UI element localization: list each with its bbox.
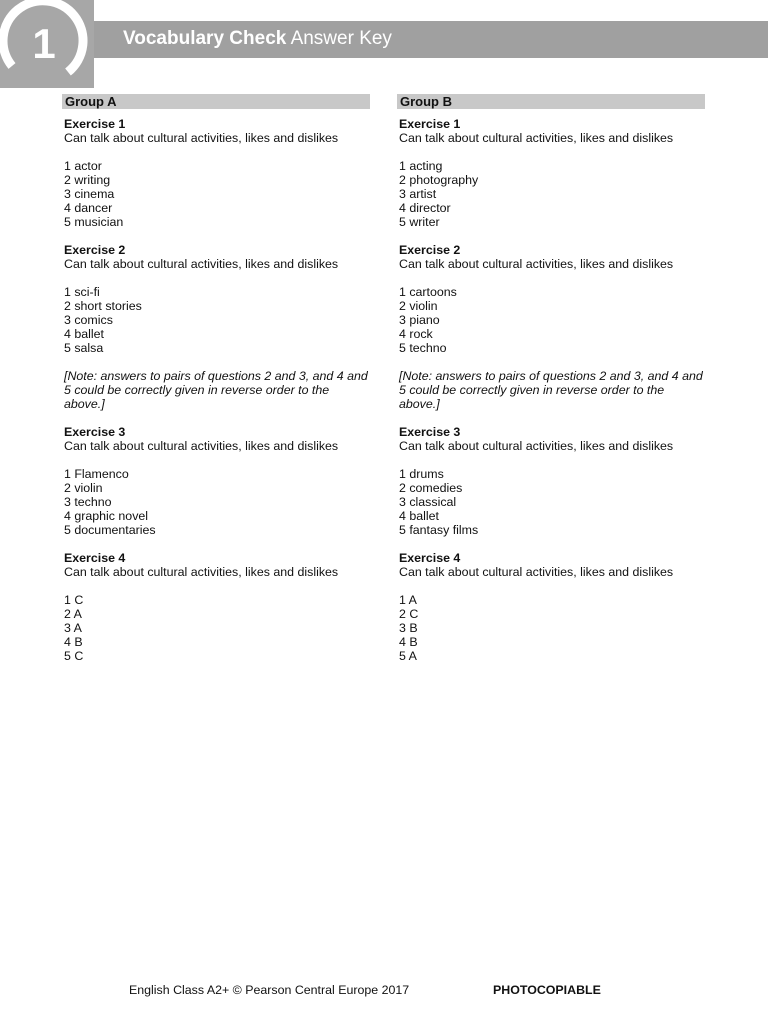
exercise-title: Exercise 1 <box>399 117 461 131</box>
answer-item: 3 classical <box>399 495 457 509</box>
answer-item: 3 B <box>399 621 418 635</box>
group-b-column <box>397 94 705 677</box>
group-b-exercise-3 <box>397 425 705 537</box>
group-b-exercise-4 <box>397 551 705 663</box>
group-a-header: Group A <box>62 94 370 109</box>
exercise-title: Exercise 1 <box>64 117 126 131</box>
unit-ring-icon <box>0 0 94 88</box>
exercise-description: Can talk about cultural activities, likes and dislikes <box>399 565 674 579</box>
answer-item: 1 Flamenco <box>64 467 129 481</box>
answer-item: 4 rock <box>399 327 433 341</box>
group-b-header: Group B <box>397 94 705 109</box>
answer-item: 2 short stories <box>64 299 142 313</box>
answer-item: 3 cinema <box>64 187 115 201</box>
answer-item: 1 A <box>399 593 417 607</box>
answer-item: 2 comedies <box>399 481 463 495</box>
answer-item: 4 graphic novel <box>64 509 149 523</box>
answer-item: 4 B <box>399 635 418 649</box>
exercise-title: Exercise 3 <box>399 425 461 439</box>
exercise-title: Exercise 2 <box>399 243 461 257</box>
page-title <box>123 28 392 50</box>
exercise-title: Exercise 2 <box>64 243 126 257</box>
footer-credit: English Class A2+ © Pearson Central Europe 2017 <box>129 983 410 997</box>
exercise-description: Can talk about cultural activities, likes and dislikes <box>64 257 339 271</box>
exercise-title: Exercise 4 <box>399 551 461 565</box>
answer-item: 4 ballet <box>399 509 439 523</box>
group-b-exercise-1 <box>397 117 705 229</box>
answer-item: 1 acting <box>399 159 443 173</box>
unit-number: 1 <box>32 20 56 67</box>
unit-badge <box>0 0 94 88</box>
page-footer <box>0 983 768 999</box>
answer-item: 1 drums <box>399 467 444 481</box>
exercise-description: Can talk about cultural activities, likes and dislikes <box>64 565 339 579</box>
answer-item: 2 writing <box>64 173 111 187</box>
answer-item: 1 actor <box>64 159 102 173</box>
answer-item: 5 writer <box>399 215 440 229</box>
answer-item: 4 B <box>64 635 83 649</box>
exercise-title: Exercise 3 <box>64 425 126 439</box>
exercise-description: Can talk about cultural activities, likes and dislikes <box>399 439 674 453</box>
exercise-description: Can talk about cultural activities, likes and dislikes <box>64 131 339 145</box>
answer-item: 5 salsa <box>64 341 104 355</box>
group-a-exercise-2 <box>62 243 370 411</box>
group-a-exercise-3 <box>62 425 370 537</box>
group-a-exercise-4 <box>62 551 370 663</box>
footer-photocopiable: PHOTOCOPIABLE <box>493 983 601 997</box>
answer-item: 4 ballet <box>64 327 104 341</box>
answer-item: 4 dancer <box>64 201 113 215</box>
group-a-column <box>62 94 370 677</box>
exercise-note: [Note: answers to pairs of questions 2 and 3, and 4 and 5 could be correctly given in reverse order to the above.] <box>64 369 368 411</box>
answer-item: 3 piano <box>399 313 440 327</box>
answer-item: 3 artist <box>399 187 437 201</box>
exercise-description: Can talk about cultural activities, likes and dislikes <box>399 257 674 271</box>
answer-item: 3 A <box>64 621 82 635</box>
answer-item: 4 director <box>399 201 451 215</box>
answer-item: 5 documentaries <box>64 523 156 537</box>
page-title-light: Answer Key <box>290 28 392 49</box>
exercise-note: [Note: answers to pairs of questions 2 and 3, and 4 and 5 could be correctly given in reverse order to the above.] <box>399 369 703 411</box>
answer-item: 5 C <box>64 649 84 663</box>
answer-item: 5 musician <box>64 215 124 229</box>
exercise-title: Exercise 4 <box>64 551 126 565</box>
exercise-description: Can talk about cultural activities, likes and dislikes <box>64 439 339 453</box>
group-b-exercise-2 <box>397 243 705 411</box>
answer-item: 2 A <box>64 607 82 621</box>
answer-item: 5 techno <box>399 341 447 355</box>
answer-item: 2 violin <box>64 481 103 495</box>
answer-item: 5 fantasy films <box>399 523 479 537</box>
page-title-bold: Vocabulary Check <box>123 28 287 49</box>
group-a-exercise-1 <box>62 117 370 229</box>
answer-item: 2 violin <box>399 299 438 313</box>
answer-item: 2 photography <box>399 173 479 187</box>
answer-item: 1 sci-fi <box>64 285 100 299</box>
answer-item: 3 comics <box>64 313 113 327</box>
answer-item: 1 C <box>64 593 84 607</box>
answer-item: 5 A <box>399 649 417 663</box>
answer-item: 3 techno <box>64 495 112 509</box>
answer-item: 2 C <box>399 607 419 621</box>
exercise-description: Can talk about cultural activities, likes and dislikes <box>399 131 674 145</box>
title-bar <box>94 21 768 58</box>
answer-item: 1 cartoons <box>399 285 457 299</box>
